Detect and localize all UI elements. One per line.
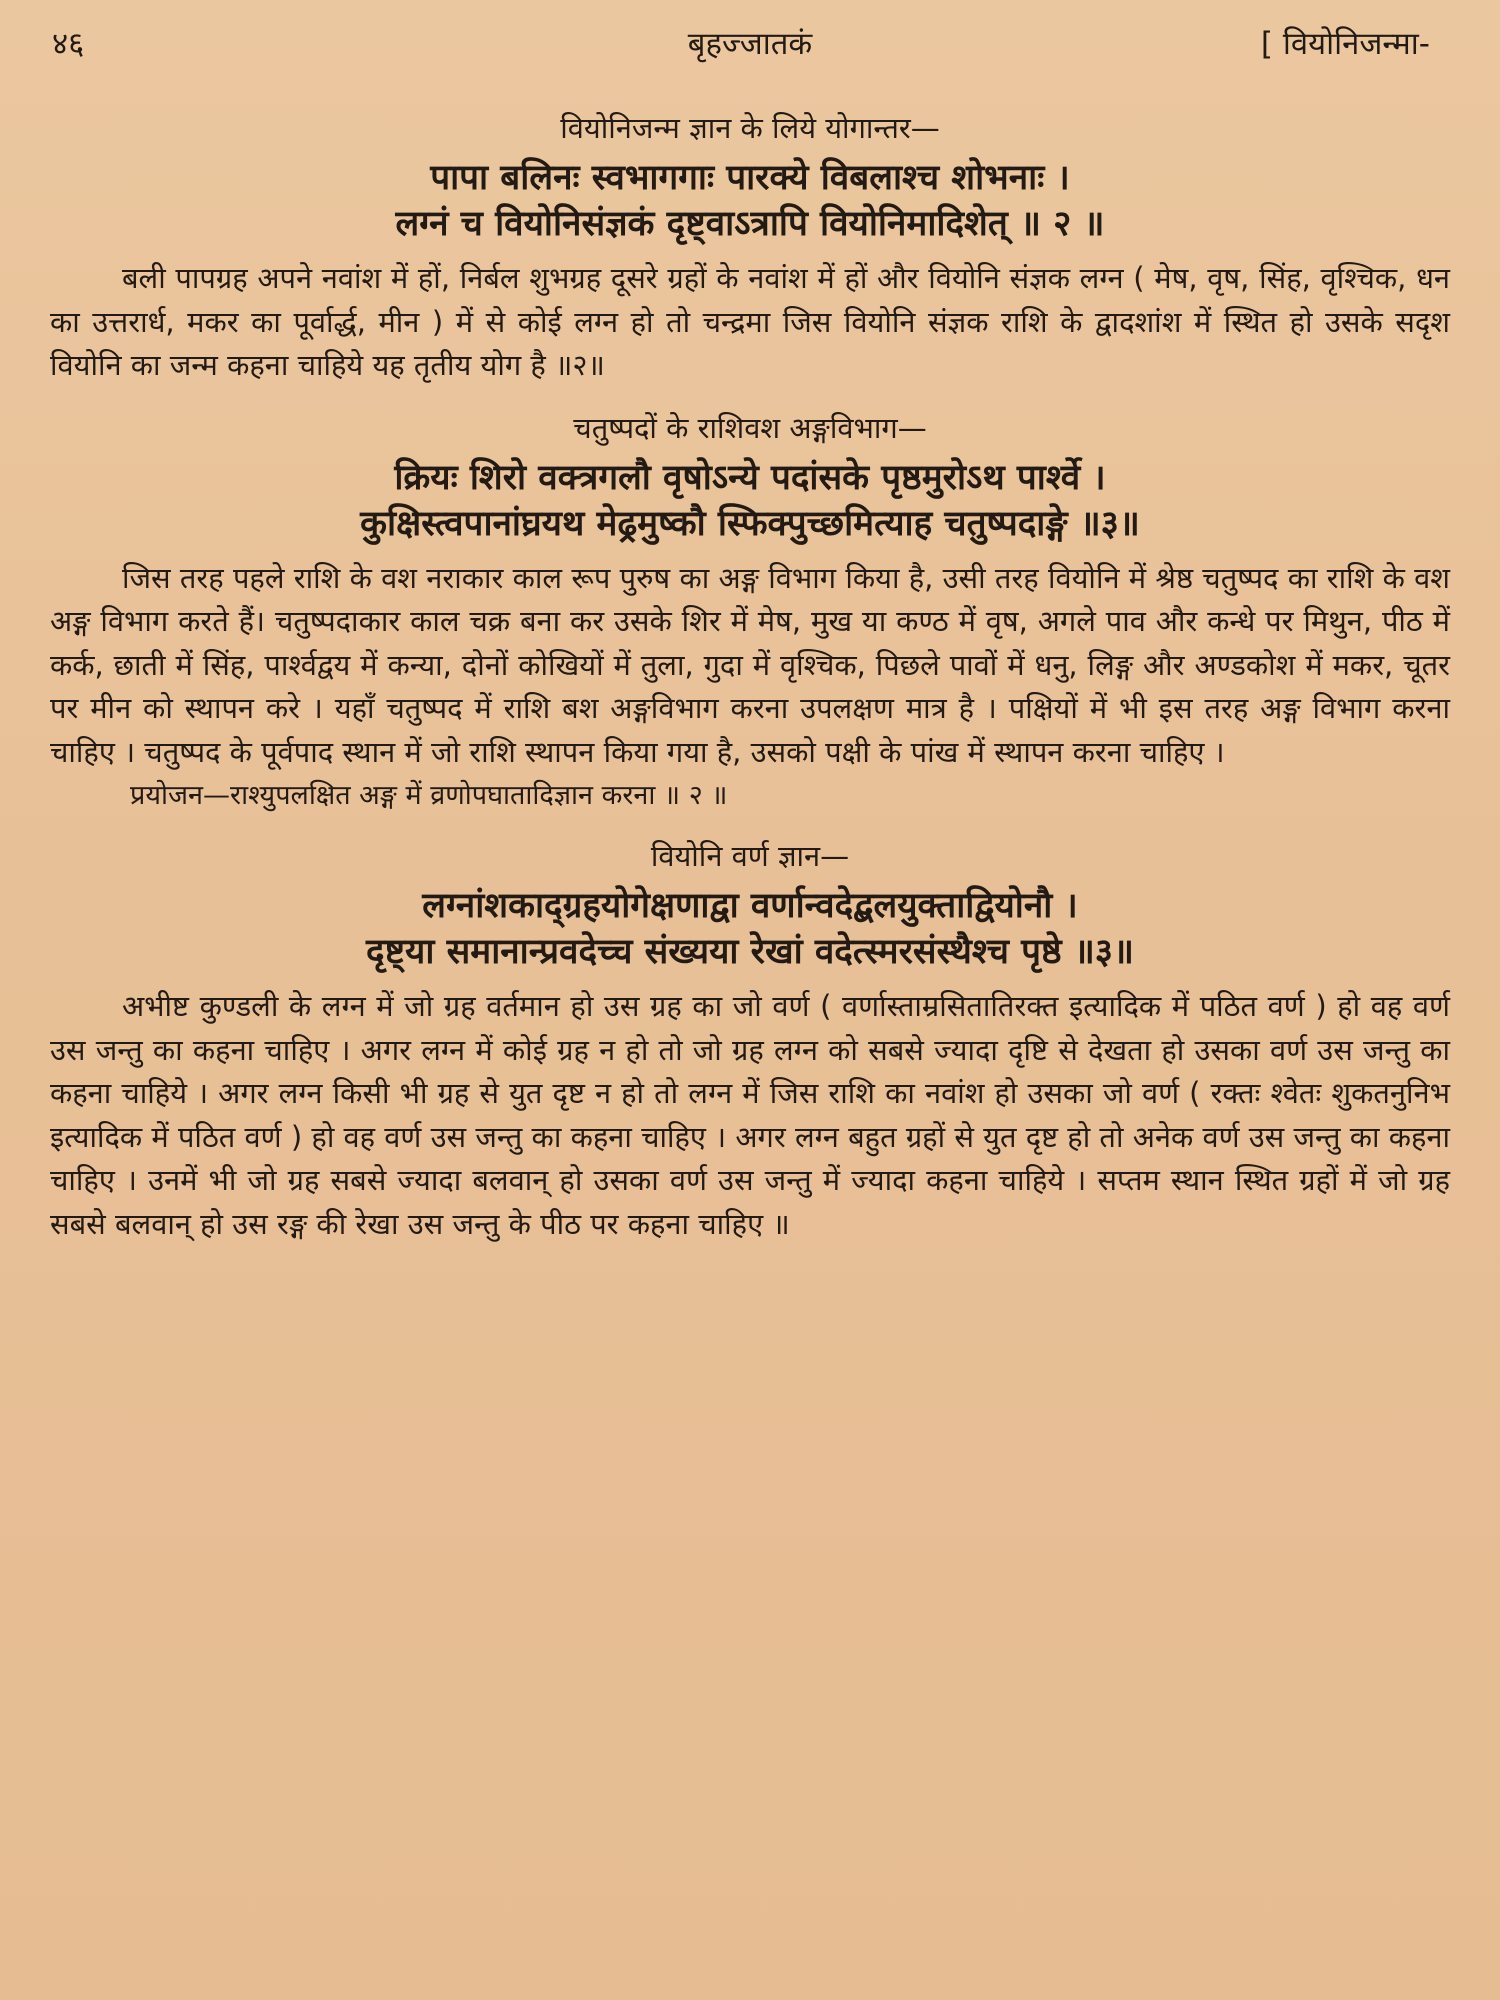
verse-line: पापा बलिनः स्वभागगाः पारक्ये विबलाश्च शोभनाः ।	[430, 158, 1070, 198]
section-yoga	[50, 108, 1450, 388]
purpose-note: प्रयोजन—राश्युपलक्षित अङ्ग में व्रणोपघातादिज्ञान करना ॥ २ ॥	[130, 780, 728, 811]
verse-line: क्रियः शिरो वक्त्रगलौ वृषोऽन्ये पदांसके पृष्ठमुरोऽथ पार्श्वे ।	[394, 457, 1106, 498]
verse-line: दृष्ट्या समानान्प्रवदेच्च संख्यया रेखां वदेत्स्मरसंस्थैश्च पृष्ठे ॥३॥	[366, 932, 1134, 972]
book-title: बृहज्जातकं	[687, 26, 813, 62]
sanskrit-verse	[50, 883, 1450, 975]
hindi-commentary: बली पापग्रह अपने नवांश में हों, निर्बल शुभग्रह दूसरे ग्रहों के नवांश में हों और वियोनि संज्ञक लग्न ( मेष, वृष, सिंह, वृश्चिक, धन का उत्तरार्ध, मकर का पूर्वार्द्ध, मीन ) में से कोई लग्न हो तो चन्द्रमा जिस वियोनि संज्ञक राशि के द्वादशांश में स्थित हो उसके सदृश वियोनि का जन्म कहना चाहिये यह तृतीय योग है ॥२॥	[50, 261, 1450, 382]
verse-line: लग्नांशकाद्ग्रहयोगेक्षणाद्वा वर्णान्वदेद्बलयुक्ताद्वियोनौ ।	[422, 886, 1078, 926]
page-header	[50, 22, 1450, 88]
page-number: ४६	[52, 26, 85, 62]
hindi-commentary: अभीष्ट कुण्डली के लग्न में जो ग्रह वर्तमान हो उस ग्रह का जो वर्ण ( वर्णास्ताम्रसितातिरक्त इत्यादिक में पठित वर्ण ) हो वह वर्ण उस जन्तु का कहना चाहिए । अगर लग्न में कोई ग्रह न हो तो जो ग्रह लग्न को सबसे ज्यादा दृष्टि से देखता हो उसका वर्ण उस जन्तु का कहना चाहिये । अगर लग्न किसी भी ग्रह से युत दृष्ट न हो तो लग्न में जिस राशि का नवांश हो उसका जो वर्ण ( रक्तः श्वेतः शुकतनुनिभ इत्यादिक में पठित वर्ण ) हो वह वर्ण उस जन्तु का कहना चाहिए । अगर लग्न बहुत ग्रहों से युत दृष्ट हो तो अनेक वर्ण उस जन्तु का कहना चाहिए । उनमें भी जो ग्रह सबसे ज्यादा बलवान् हो उसका वर्ण उस जन्तु में ज्यादा कहना चाहिये । सप्तम स्थान स्थित ग्रहों में जो ग्रह सबसे बलवान् हो उस रङ्ग की रेखा उस जन्तु के पीठ पर कहना चाहिए ॥	[50, 989, 1450, 1241]
section-heading: वियोनि वर्ण ज्ञान—	[650, 839, 850, 873]
sanskrit-verse	[50, 155, 1450, 247]
verse-line: कुक्षिस्त्वपानांघ्रयथ मेढ्रमुष्कौ स्फिक्पुच्छमित्याह चतुष्पदाङ्गे ॥३॥	[360, 503, 1140, 544]
hindi-commentary: जिस तरह पहले राशि के वश नराकार काल रूप पुरुष का अङ्ग विभाग किया है, उसी तरह वियोनि में श्रेष्ठ चतुष्पद का राशि के वश अङ्ग विभाग करते हैं। चतुष्पदाकार काल चक्र बना कर उसके शिर में मेष, मुख या कण्ठ में वृष, अगले पाव और कन्धे पर मिथुन, पीठ में कर्क, छाती में सिंह, पार्श्वद्वय में कन्या, दोनों कोखियों में तुला, गुदा में वृश्चिक, पिछले पावों में धनु, लिङ्ग और अण्डकोश में मकर, चूतर पर मीन को स्थापन करे । यहाँ चतुष्पद में राशि बश अङ्गविभाग करना उपलक्षण मात्र है । पक्षियों में भी इस तरह अङ्ग विभाग करना चाहिए । चतुष्पद के पूर्वपाद स्थान में जो राशि स्थापन किया गया है, उसको पक्षी के पांख में स्थापन करना चाहिए ।	[50, 560, 1450, 769]
section-colour	[50, 836, 1450, 1246]
verse-line: लग्नं च वियोनिसंज्ञकं दृष्ट्वाऽत्रापि वियोनिमादिशेत् ॥ २ ॥	[395, 204, 1105, 244]
section-heading: वियोनिजन्म ज्ञान के लिये योगान्तर—	[560, 111, 940, 145]
chapter-reference: [ वियोनिजन्मा-	[1260, 26, 1430, 62]
section-heading: चतुष्पदों के राशिवश अङ्गविभाग—	[573, 410, 927, 445]
sanskrit-verse	[50, 455, 1450, 547]
section-limb-division	[50, 408, 1450, 817]
